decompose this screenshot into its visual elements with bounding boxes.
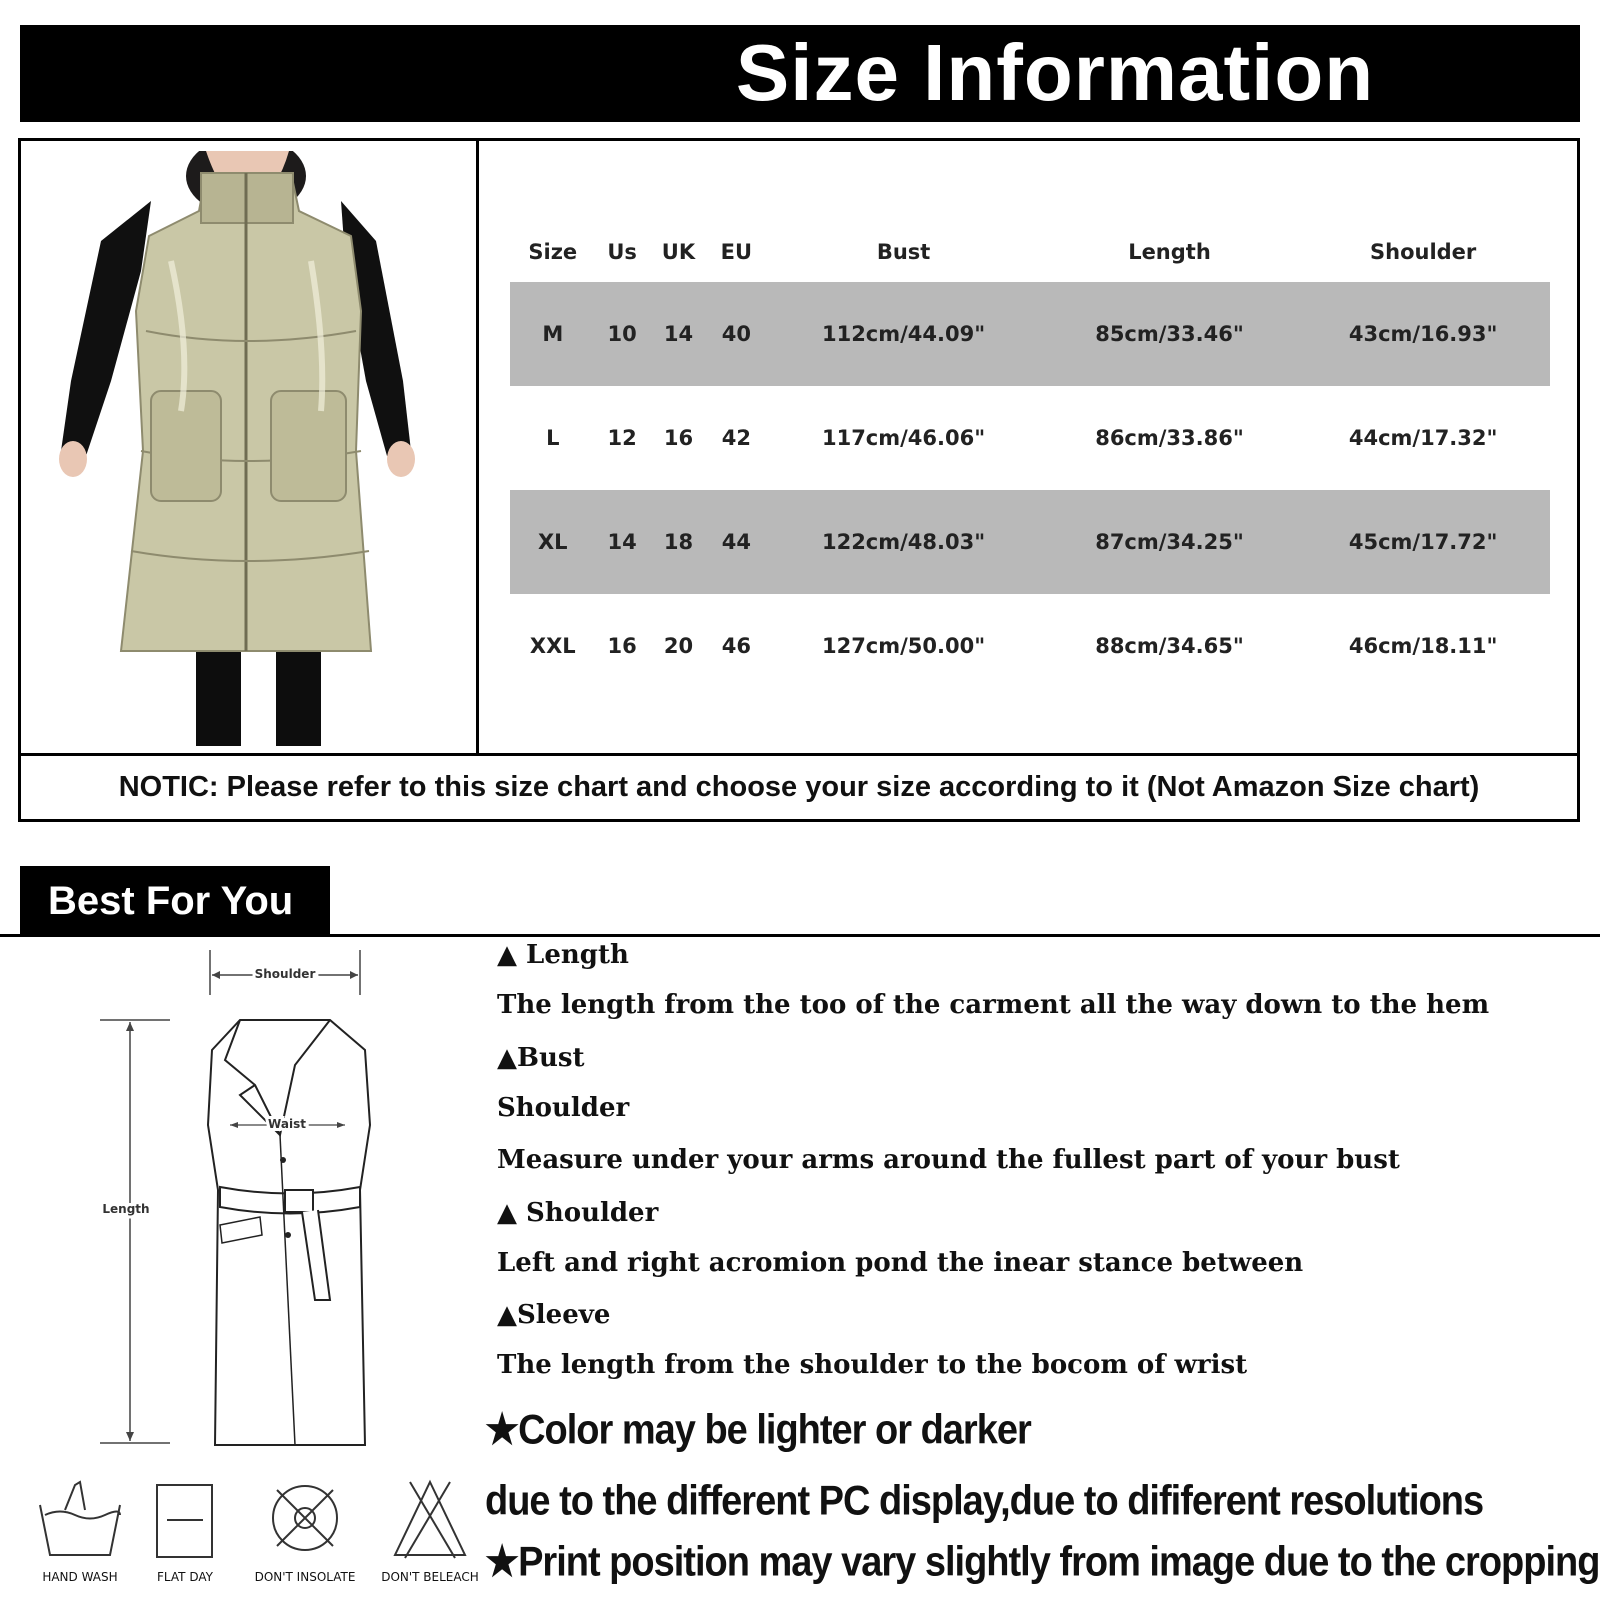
cell-size: M [510, 282, 596, 386]
cell-size: L [546, 426, 560, 450]
header-cell: Length [1128, 240, 1211, 264]
table-row [510, 282, 1550, 386]
display-note: due to the different PC display,due to dififerent resolutions [485, 1478, 1484, 1525]
size-table [510, 222, 1550, 698]
cell-uk: 14 [649, 282, 709, 386]
cell-us: 14 [596, 490, 649, 594]
care-label: FLAT DAY [157, 1570, 213, 1584]
header-cell: Shoulder [1370, 240, 1477, 264]
cell-uk: 18 [649, 490, 709, 594]
care-label: DON'T BELEACH [381, 1570, 479, 1584]
cell-uk: 16 [663, 426, 694, 450]
cell-bust: 117cm/46.06" [821, 426, 986, 450]
table-row [510, 594, 1550, 698]
cell-eu: 44 [708, 490, 764, 594]
flat-dry-icon [125, 1470, 245, 1565]
best-for-you-label: Best For You [48, 879, 294, 923]
column-divider [476, 141, 479, 756]
cell-length: 86cm/33.86" [1095, 426, 1244, 450]
no-bleach-icon [370, 1470, 490, 1565]
header-cell: Bust [876, 240, 931, 264]
cell-us: 12 [607, 426, 637, 450]
hand-wash-icon [20, 1470, 140, 1565]
hand-wash-care [20, 1470, 140, 1585]
shoulder-label: Shoulder [254, 967, 316, 981]
cell-bust: 112cm/44.09" [764, 282, 1042, 386]
section-divider [0, 934, 1600, 937]
length-label: Length [102, 1202, 150, 1216]
bust-description: Measure under your arms around the fullest part of your bust [497, 1145, 1400, 1175]
cell-bust: 122cm/48.03" [764, 490, 1042, 594]
shoulder-heading: ▲ Shoulder [497, 1198, 659, 1228]
header-cell: Us [607, 240, 637, 264]
table-row [510, 386, 1550, 490]
dont-bleach-care [370, 1470, 490, 1585]
cell-size: XL [510, 490, 596, 594]
cell-eu: 40 [708, 282, 764, 386]
cell-length: 87cm/34.25" [1043, 490, 1297, 594]
size-info-title: Size Information [735, 28, 1375, 117]
waist-label: Waist [268, 1117, 306, 1131]
product-photo [31, 151, 466, 746]
care-label: DON'T INSOLATE [254, 1570, 356, 1584]
cell-eu: 42 [721, 426, 751, 450]
color-note: ★Color may be lighter or darker [485, 1407, 1031, 1454]
bust-subheading: Shoulder [497, 1093, 630, 1123]
flat-dry-care [125, 1470, 245, 1585]
cell-shoulder: 46cm/18.11" [1348, 634, 1498, 658]
table-row [510, 490, 1550, 594]
size-table-header [510, 222, 1550, 282]
cell-shoulder: 44cm/17.32" [1348, 426, 1498, 450]
sleeve-description: The length from the shoulder to the bocom of wrist [497, 1350, 1248, 1380]
no-sun-icon [245, 1470, 365, 1565]
cell-eu: 46 [721, 634, 751, 658]
dont-insolate-care [245, 1470, 365, 1585]
cell-us: 10 [596, 282, 649, 386]
header-cell: UK [661, 240, 696, 264]
bust-heading: ▲Bust [497, 1043, 585, 1073]
care-label: HAND WASH [42, 1570, 118, 1584]
cell-size: XXL [529, 634, 576, 658]
sleeve-heading: ▲Sleeve [497, 1300, 611, 1330]
vest-measurement-diagram [90, 945, 390, 1465]
cell-uk: 20 [663, 634, 694, 658]
header-cell: Size [528, 240, 578, 264]
best-for-you-tab [20, 866, 330, 936]
cell-length: 88cm/34.65" [1095, 634, 1244, 658]
length-heading: ▲ Length [497, 940, 629, 970]
size-info-banner [20, 25, 1580, 122]
cell-shoulder: 43cm/16.93" [1296, 282, 1550, 386]
cell-bust: 127cm/50.00" [821, 634, 986, 658]
header-cell: EU [720, 240, 753, 264]
cell-us: 16 [607, 634, 637, 658]
print-note: ★Print position may vary slightly from image due to the cropping [485, 1539, 1600, 1586]
cell-length: 85cm/33.46" [1043, 282, 1297, 386]
shoulder-description: Left and right acromion pond the inear stance between [497, 1248, 1304, 1278]
notice-text: NOTIC: Please refer to this size chart and choose your size according to it (Not Amazon Size chart) [118, 771, 1480, 803]
length-description: The length from the too of the carment all the way down to the hem [497, 990, 1490, 1020]
cell-shoulder: 45cm/17.72" [1296, 490, 1550, 594]
